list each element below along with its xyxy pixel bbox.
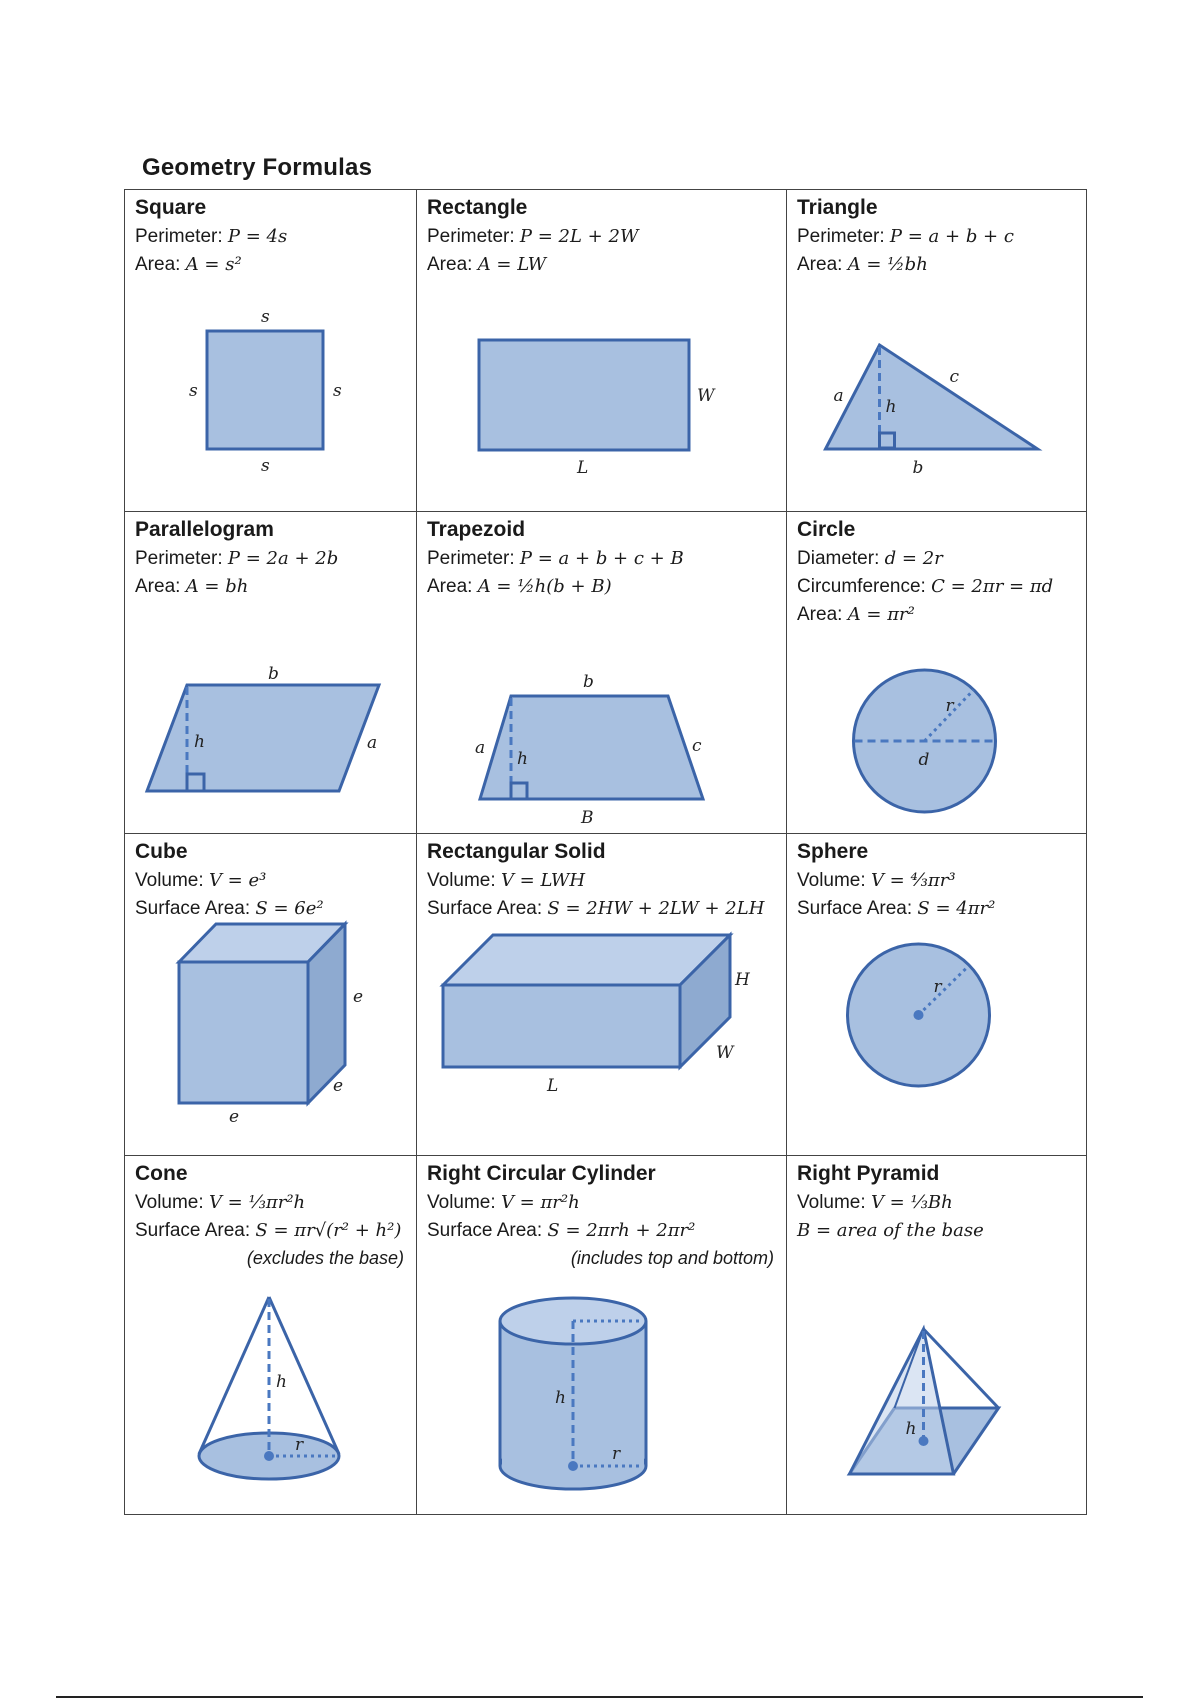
perimeter-line [135,223,406,251]
radius-label: r [933,977,942,997]
side-label: s [261,456,270,476]
shape-name: Trapezoid [427,518,526,541]
formula: A = πr² [847,604,915,625]
pyramid-diagram [787,1279,1086,1514]
formula-label: Volume: [135,870,209,891]
side-label: s [189,381,198,401]
radius-label: r [945,696,954,716]
circumference-line [797,573,1076,601]
formula-label: Perimeter: [135,548,228,569]
formula: C = 2πr = πd [931,576,1054,597]
side-label: a [475,738,486,758]
formula-label: Perimeter: [135,226,228,247]
formula-label: Volume: [797,870,871,891]
volume-line [135,1189,406,1217]
diameter-line [797,545,1076,573]
rectangle-diagram [417,291,786,511]
formula-label: Area: [135,254,186,275]
formula: V = LWH [500,870,586,891]
cone-diagram [125,1279,416,1514]
formula-label: Volume: [427,1192,501,1213]
triangle-diagram [787,291,1086,511]
cell-cylinder [417,1156,787,1514]
cone-note: (excludes the base) [246,1248,404,1268]
cell-triangle [787,190,1086,512]
formula: P = 4s [227,226,288,247]
formula-label: Area: [797,254,848,275]
formula: A = LW [477,254,547,275]
cell-cube [125,834,417,1156]
edge-label: e [333,1076,344,1096]
formula: V = ⅓πr²h [208,1192,306,1213]
formula: A = s² [185,254,242,275]
height-label: h [194,732,205,752]
base-note: B = area of the base [797,1220,984,1241]
formula: d = 2r [884,548,943,569]
formula: V = ⅓Bh [870,1192,953,1213]
cube-diagram [125,915,416,1155]
formula-label: Perimeter: [427,548,520,569]
formula-label: Surface Area: [135,1220,256,1241]
side-label: b [268,664,279,684]
edge-label: e [229,1107,240,1127]
side-label: s [333,381,342,401]
side-label: c [692,736,702,756]
perimeter-line [135,545,406,573]
side-label: L [577,458,589,478]
cell-square [125,190,417,512]
trapezoid-diagram [417,613,786,833]
bottom-rule [56,1696,1143,1698]
formula: V = e³ [208,870,267,891]
formula-label: Area: [427,254,478,275]
side-label: a [833,386,844,406]
length-label: L [547,1076,559,1096]
volume-line [427,867,776,895]
formula-label: Surface Area: [427,1220,548,1241]
shape-name: Cone [135,1162,188,1185]
side-label: b [912,458,924,478]
cylinder-diagram [417,1279,786,1514]
formula-label: Volume: [135,1192,209,1213]
shape-name: Rectangular Solid [427,840,606,863]
formula: P = a + b + c + B [519,548,684,569]
side-label: s [261,307,270,327]
parallelogram-diagram [125,613,416,833]
shape-name: Circle [797,518,856,541]
shape-name: Triangle [797,196,878,219]
page-title: Geometry Formulas [142,154,373,181]
radius-label: r [612,1444,621,1464]
formula: V = πr²h [500,1192,580,1213]
formula: P = 2L + 2W [519,226,639,247]
height-label: h [905,1419,917,1439]
formula: P = a + b + c [889,226,1014,247]
formula-label: Volume: [427,870,501,891]
formula: A = ½bh [847,254,928,275]
perimeter-line [797,223,1076,251]
side-label: b [583,672,594,692]
shape-name: Square [135,196,207,219]
surface-line [135,1217,406,1245]
circle-diagram [787,613,1086,833]
cell-sphere [787,834,1086,1156]
square-diagram [125,291,416,511]
side-label: c [949,367,960,387]
formula-label: Circumference: [797,576,932,597]
height-label: h [276,1372,287,1392]
cell-rectangular-solid [417,834,787,1156]
cell-pyramid [787,1156,1086,1514]
formula-label: Surface Area: [135,898,256,919]
formula-label: Area: [135,576,186,597]
shape-name: Right Circular Cylinder [427,1162,656,1185]
volume-line [427,1189,776,1217]
width-label: W [716,1043,734,1063]
area-line [135,573,406,601]
volume-line [797,1189,1076,1217]
formula-label: Diameter: [797,548,885,569]
shape-name: Right Pyramid [797,1162,940,1185]
sphere-diagram [787,915,1086,1155]
perimeter-line [427,223,776,251]
cylinder-note: (includes top and bottom) [570,1248,774,1268]
side-label: B [581,808,594,828]
cell-cone [125,1156,417,1514]
formula: P = 2a + 2b [227,548,339,569]
rectangular-solid-diagram [417,915,786,1155]
edge-label: e [353,987,364,1007]
area-line [135,251,406,279]
shape-name: Cube [135,840,188,863]
shape-name: Sphere [797,840,869,863]
side-label: W [697,386,715,406]
cell-rectangle [417,190,787,512]
formula: V = ⁴⁄₃πr³ [870,870,956,891]
surface-line [427,1217,776,1245]
radius-label: r [295,1435,304,1455]
side-label: a [367,733,378,753]
area-line [797,251,1076,279]
formula-label: Perimeter: [427,226,520,247]
cell-trapezoid [417,512,787,834]
formula: A = bh [185,576,249,597]
formula-label: Surface Area: [797,898,918,919]
area-line [427,573,776,601]
formula-label: Surface Area: [427,898,548,919]
formula-label: Area: [427,576,478,597]
shape-name: Rectangle [427,196,528,219]
volume-line [135,867,406,895]
shape-name: Parallelogram [135,518,274,541]
height-label: h [885,397,897,417]
height-label: H [735,970,750,990]
area-line [427,251,776,279]
formula: S = 4πr² [917,898,996,919]
cell-parallelogram [125,512,417,834]
cell-circle [787,512,1086,834]
formula-grid [124,189,1087,1515]
diameter-label: d [918,750,930,770]
volume-line [797,867,1076,895]
perimeter-line [427,545,776,573]
height-label: h [517,749,528,769]
formula-label: Area: [797,604,848,625]
formula: S = 2πrh + 2πr² [547,1220,696,1241]
height-label: h [555,1388,566,1408]
formula: S = 2HW + 2LW + 2LH [547,898,765,919]
formula: S = 6e² [255,898,324,919]
formula-label: Volume: [797,1192,871,1213]
formula-label: Perimeter: [797,226,890,247]
formula: S = πr√(r² + h²) [255,1220,402,1241]
formula: A = ½h(b + B) [477,576,612,597]
